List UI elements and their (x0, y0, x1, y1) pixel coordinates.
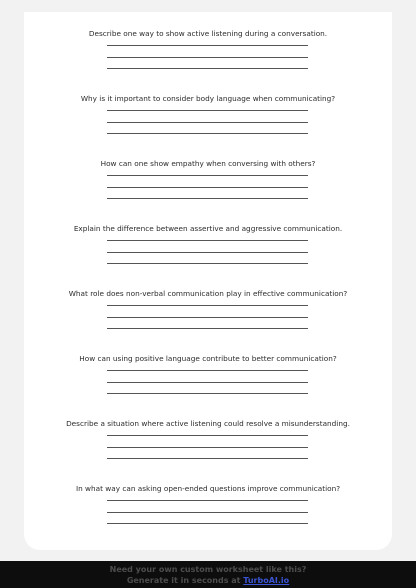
question-block (24, 484, 392, 497)
question-block (24, 29, 392, 42)
answer-line[interactable] (107, 328, 308, 329)
answer-line[interactable] (107, 317, 308, 318)
question-block (24, 354, 392, 367)
answer-line[interactable] (107, 500, 308, 501)
answer-line[interactable] (107, 198, 308, 199)
question-text: Why is it important to consider body language when communicating? (80, 94, 336, 103)
question-text: Explain the difference between assertive and aggressive communication. (73, 224, 343, 233)
answer-line[interactable] (107, 68, 308, 69)
answer-line[interactable] (107, 305, 308, 306)
worksheet-page (24, 12, 392, 550)
answer-line[interactable] (107, 458, 308, 459)
answer-line[interactable] (107, 110, 308, 111)
answer-line[interactable] (107, 57, 308, 58)
question-text: What role does non-verbal communication play in effective communication? (68, 289, 348, 298)
question-block (24, 419, 392, 432)
answer-line[interactable] (107, 263, 308, 264)
answer-line[interactable] (107, 45, 308, 46)
question-block (24, 94, 392, 107)
promo-link[interactable]: TurboAI.io (243, 576, 290, 585)
answer-line[interactable] (107, 382, 308, 383)
question-block (24, 289, 392, 302)
answer-line[interactable] (107, 187, 308, 188)
answer-line[interactable] (107, 240, 308, 241)
promo-footer (0, 561, 416, 588)
answer-line[interactable] (107, 133, 308, 134)
question-text: Describe one way to show active listening during a conversation. (88, 29, 328, 38)
answer-line[interactable] (107, 370, 308, 371)
promo-line-2-prefix: Generate it in seconds at (126, 576, 244, 585)
answer-line[interactable] (107, 512, 308, 513)
answer-line[interactable] (107, 252, 308, 253)
answer-line[interactable] (107, 175, 308, 176)
question-block (24, 159, 392, 172)
answer-line[interactable] (107, 122, 308, 123)
question-block (24, 224, 392, 237)
question-text: How can one show empathy when conversing with others? (100, 159, 316, 168)
question-text: Describe a situation where active listening could resolve a misunderstanding. (66, 419, 350, 428)
question-text: How can using positive language contribute to better communication? (79, 354, 337, 363)
question-text: In what way can asking open-ended questions improve communication? (75, 484, 341, 493)
answer-line[interactable] (107, 447, 308, 448)
answer-line[interactable] (107, 393, 308, 394)
promo-line-2 (0, 575, 416, 586)
answer-line[interactable] (107, 435, 308, 436)
promo-line-1: Need your own custom worksheet like this? (109, 565, 307, 574)
answer-line[interactable] (107, 523, 308, 524)
